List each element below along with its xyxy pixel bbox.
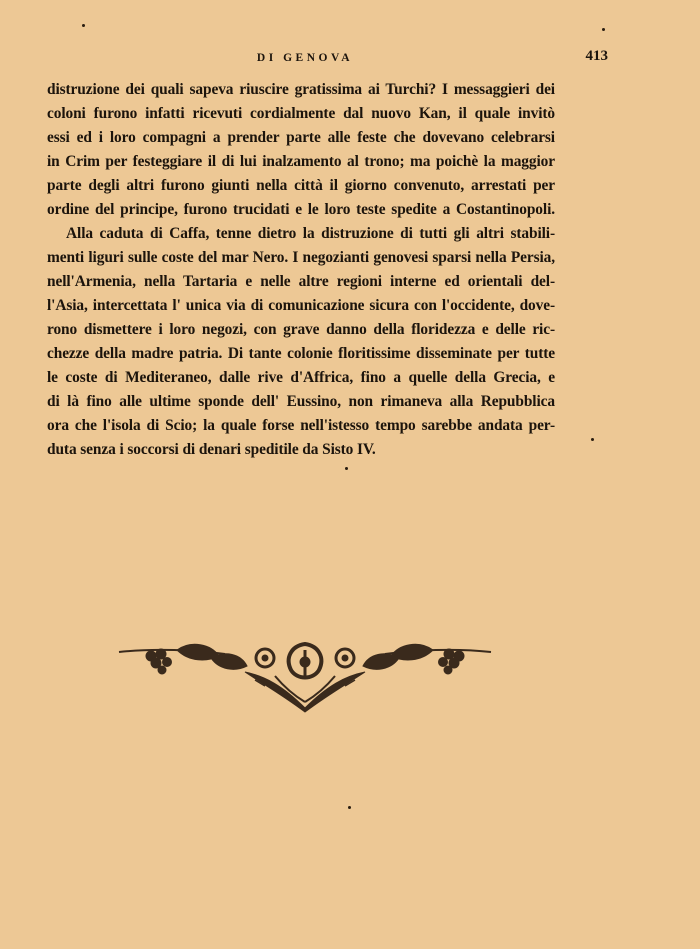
text-line: Alla caduta di Caffa, tenne dietro la distruzione di tutti gli altri stabili- [66,225,555,242]
text-line: di là fino alle ultime sponde dell' Eussino, non rimaneva alla Repubblica [47,393,555,410]
text-line: essi ed i loro compagni a prender parte alle feste che dovevano celebrarsi [47,129,555,146]
text-line: l'Asia, intercettata l' unica via di comunicazione sicura con l'occidente, dove- [47,297,555,314]
paragraph-2 [47,222,555,462]
paragraph-1 [47,78,555,222]
body-text [47,78,555,462]
text-line: coloni furono infatti ricevuti cordialmente dal nuovo Kan, il quale invitò [47,105,555,122]
page-header [0,48,700,70]
page-speck [345,467,348,470]
text-line: nell'Armenia, nella Tartaria e nelle altre regioni interne ed orientali del- [47,273,555,290]
page-speck [82,24,85,27]
floral-tailpiece-icon [115,636,495,716]
text-line: rono dismettere i loro negozi, con grave danno della floridezza e delle ric- [47,321,555,338]
page-speck [602,28,605,31]
text-line: in Crim per festeggiare il di lui inalzamento al trono; ma poichè la maggior [47,153,555,170]
text-line: menti liguri sulle coste del mar Nero. I negozianti genovesi sparsi nella Persia, [47,249,555,266]
page-speck [348,806,351,809]
text-line: distruzione dei quali sapeva riuscire gratissima ai Turchi? I messaggieri dei [47,81,555,98]
text-line: parte degli altri furono giunti nella città il giorno convenuto, arrestati per [47,177,555,194]
page-number: 413 [585,48,608,64]
text-line: ordine del principe, furono trucidati e le loro teste spedite a Costantinopoli. [47,201,555,218]
running-head: DI GENOVA [256,52,354,64]
text-line: ora che l'isola di Scio; la quale forse nell'istesso tempo sarebbe andata per- [47,417,555,434]
page-speck [591,438,594,441]
text-line: duta senza i soccorsi di denari speditile da Sisto IV. [47,441,376,458]
text-line: le coste di Mediteraneo, dalle rive d'Affrica, fino a quelle della Grecia, e [47,369,555,386]
text-line: chezze della madre patria. Di tante colonie floritissime disseminate per tutte [47,345,555,362]
